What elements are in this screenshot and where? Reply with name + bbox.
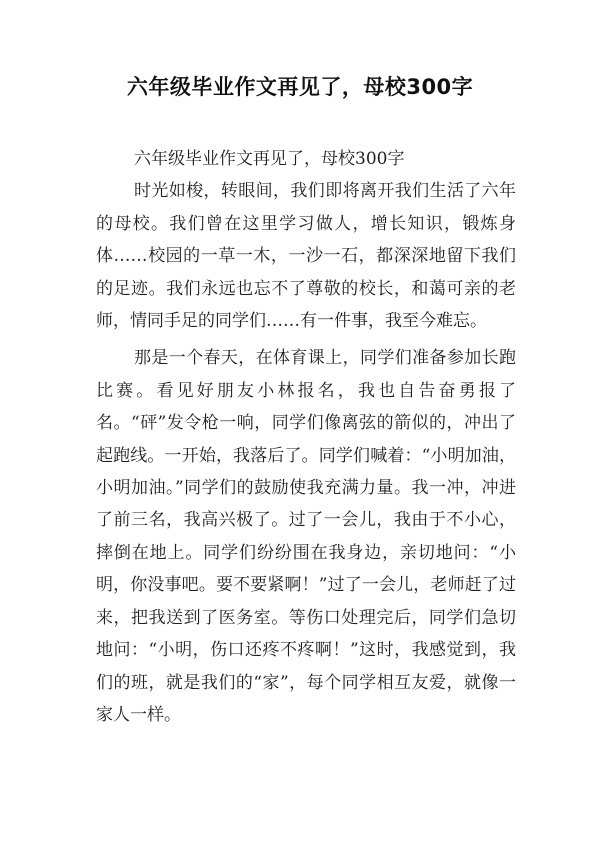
article-subtitle: 六年级毕业作文再见了，母校300字 (134, 149, 405, 169)
paragraph-1: 时光如梭，转眼间，我们即将离开我们生活了六年的母校。我们曾在这里学习做人，增长知识，锻炼身体……校园的一草一木，一沙一石，都深深地留下我们的足迹。我们永远也忘不了尊敬的校长，和蔼可亲的老师，情同手足的同学们……有一件事，我至今难忘。 (96, 181, 516, 332)
document-title: 六年级毕业作文再见了，母校300字 (126, 75, 474, 99)
article-body (96, 143, 516, 731)
paragraph-2: 那是一个春天，在体育课上，同学们准备参加长跑比赛。看见好朋友小林报名，我也自告奋勇报了名。“砰”发令枪一响，同学们像离弦的箭似的，冲出了起跑线。一开始，我落后了。同学们喊着：“小明加油，小明加油。”同学们的鼓励使我充满力量。我一冲，冲进了前三名，我高兴极了。过了一会儿，我由于不小心，摔倒在地上。同学们纷纷围在我身边，亲切地问：“小明，你没事吧。要不要紧啊！”过了一会儿，老师赶了过来，把我送到了医务室。等伤口处理完后，同学们急切地问：“小明，伤口还疼不疼啊！”这时，我感觉到，我们的班，就是我们的“家”，每个同学相互友爱，就像一家人一样。 (96, 348, 516, 725)
